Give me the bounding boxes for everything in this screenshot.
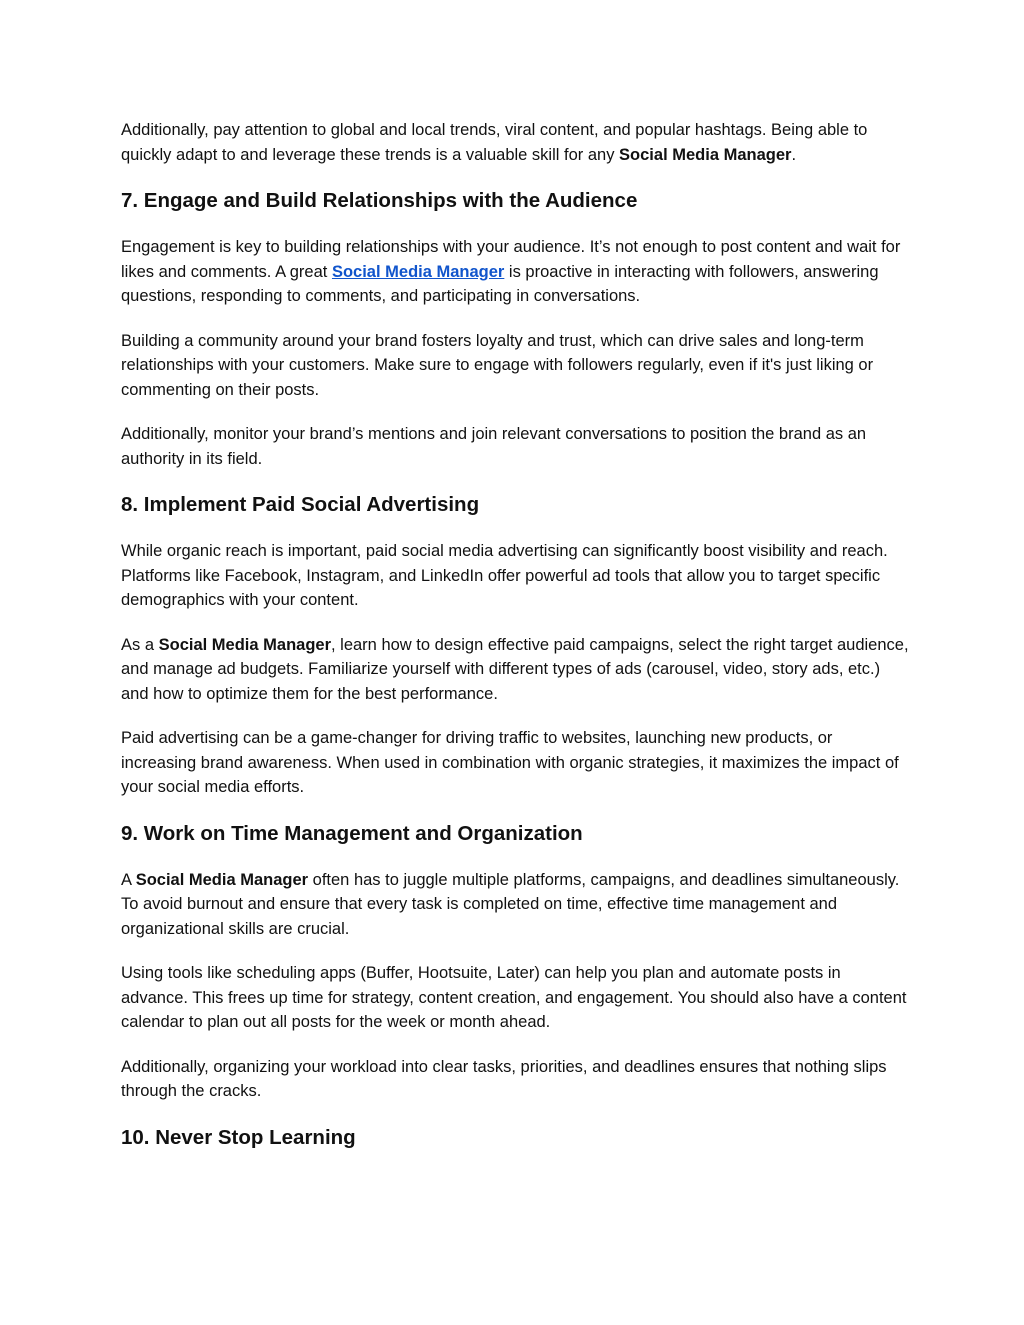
- section-9-heading: 9. Work on Time Management and Organization: [121, 821, 583, 845]
- section-7-paragraph-1: [121, 235, 911, 309]
- intro-text: Additionally, pay attention to global and local trends, viral content, and popular hashtags. Being able to quickly adapt to and leverage these trends is a valuable skill for any: [121, 121, 868, 164]
- intro-bold-term: Social Media Manager: [619, 145, 792, 164]
- section-8-paragraph-1: While organic reach is important, paid social media advertising can significantly boost visibility and reach. Platforms like Facebook, Instagram, and LinkedIn offer powerful ad tools that allow you to target specific demographics with your content.: [121, 542, 888, 609]
- section-7-p1-text: Engagement is key to building relationships with your audience. It’s not enough to post content and wait for likes and comments. A great: [121, 238, 901, 281]
- document-page: [121, 118, 911, 1172]
- social-media-manager-link[interactable]: Social Media Manager: [331, 262, 505, 281]
- section-8-paragraph-3: Paid advertising can be a game-changer for driving traffic to websites, launching new products, or increasing brand awareness. When used in combination with organic strategies, it maximizes the impact of your social media efforts.: [121, 729, 899, 796]
- intro-text-end: .: [791, 145, 797, 164]
- section-9-p1-text-end: often has to juggle multiple platforms, campaigns, and deadlines simultaneously. To avoid burnout and ensure that every task is completed on time, effective time management and organizational skills are crucial.: [121, 870, 900, 938]
- section-8-p2-text: As a: [121, 635, 159, 654]
- section-10-heading: 10. Never Stop Learning: [121, 1125, 356, 1149]
- section-9-p1-text: A: [121, 870, 136, 889]
- section-9-paragraph-2: Using tools like scheduling apps (Buffer, Hootsuite, Later) can help you plan and automate posts in advance. This frees up time for strategy, content creation, and engagement. You should also have a content calendar to plan out all posts for the week or month ahead.: [121, 964, 907, 1031]
- section-7-p1-text-end: is proactive in interacting with followers, answering questions, responding to comments, and participating in conversations.: [121, 262, 879, 305]
- intro-paragraph: [121, 118, 911, 167]
- section-7-paragraph-3: Additionally, monitor your brand’s mentions and join relevant conversations to position the brand as an authority in its field.: [121, 425, 867, 468]
- section-8-bold-term: Social Media Manager: [158, 635, 331, 654]
- section-8-heading: 8. Implement Paid Social Advertising: [121, 493, 480, 516]
- section-8-paragraph-2: [121, 633, 911, 707]
- section-9-paragraph-3: Additionally, organizing your workload into clear tasks, priorities, and deadlines ensures that nothing slips through the cracks.: [121, 1057, 887, 1100]
- section-8-p2-text-end: , learn how to design effective paid campaigns, select the right target audience, and manage ad budgets. Familiarize yourself with different types of ads (carousel, video, story ads, etc.) and how to optimize them for the best performance.: [121, 635, 909, 703]
- section-7-paragraph-2: Building a community around your brand fosters loyalty and trust, which can drive sales and long-term relationships with your customers. Make sure to engage with followers regularly, even if it's just liking or commenting on their posts.: [121, 331, 874, 399]
- section-9-paragraph-1: [121, 868, 911, 942]
- section-7-heading: 7. Engage and Build Relationships with the Audience: [121, 189, 638, 212]
- section-9-bold-term: Social Media Manager: [135, 870, 309, 889]
